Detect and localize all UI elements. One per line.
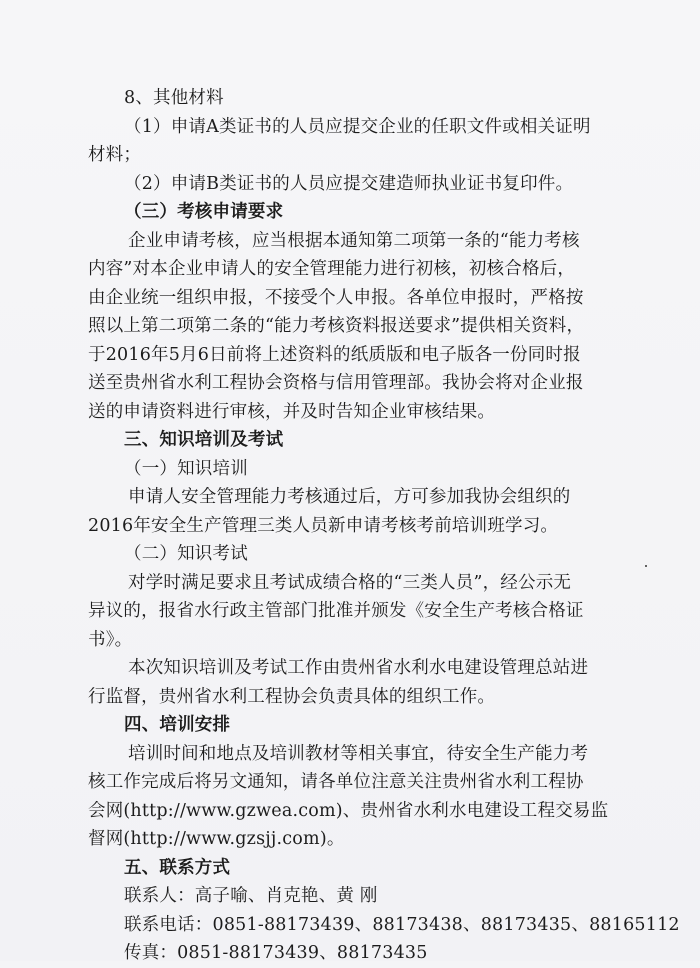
- section-heading-training-exam: 三、知识培训及考试: [124, 430, 284, 450]
- subheading-knowledge-exam: （二）知识考试: [124, 544, 248, 564]
- paragraph-line: 行监督，贵州省水利工程协会负责具体的组织工作。: [88, 686, 496, 707]
- contact-fax: 传真：0851-88173439、88173435: [124, 943, 428, 963]
- paragraph-line: 材料；: [88, 145, 142, 165]
- paragraph-line: 核工作完成后将另文通知，请各单位注意关注贵州省水利工程协: [88, 772, 584, 792]
- paragraph-line: （2）申请B类证书的人员应提交建造师执业证书复印件。: [124, 173, 574, 194]
- paragraph-line: 企业申请考核，应当根据本通知第二项第一条的“能力考核: [128, 230, 580, 251]
- paragraph-line: 本次知识培训及考试工作由贵州省水利水电建设管理总站进: [128, 658, 589, 678]
- paragraph-line: 对学时满足要求且考试成绩合格的“三类人员”，经公示无: [128, 572, 572, 593]
- paragraph-line: 内容”对本企业申请人的安全管理能力进行初核，初核合格后，: [88, 259, 576, 279]
- paragraph-line: 2016年安全生产管理三类人员新申请考核考前培训班学习。: [88, 515, 559, 536]
- paragraph-line: 申请人安全管理能力考核通过后，方可参加我协会组织的: [128, 487, 571, 507]
- item-other-materials: 8、其他材料: [124, 88, 224, 108]
- paragraph-line: 书》。: [88, 629, 133, 650]
- scan-speck: [645, 565, 647, 567]
- paragraph-line: 会网(http://www.gzwea.com)、贵州省水利水电建设工程交易监: [88, 800, 609, 821]
- paragraph-line: 由企业统一组织申报，不接受个人申报。各单位申报时，严格按: [88, 287, 584, 308]
- paragraph-line: 送至贵州省水利工程协会资格与信用管理部。我协会将对企业报: [88, 373, 584, 393]
- document-body: [88, 84, 680, 968]
- paragraph-line: 督网(http://www.gzsjj.com)。: [88, 829, 345, 849]
- paragraph-line: 于2016年5月6日前将上述资料的纸质版和电子版各一份同时报: [88, 344, 581, 365]
- contact-persons: 联系人：高子喻、肖克艳、黄 刚: [124, 886, 378, 906]
- paragraph-line: （1）申请A类证书的人员应提交企业的任职文件或相关证明: [124, 116, 591, 137]
- subheading-application-requirements: （三）考核申请要求: [124, 202, 284, 222]
- section-heading-training-arrangement: 四、培训安排: [124, 715, 231, 735]
- paragraph-line: 照以上第二项第二条的“能力考核资料报送要求”提供相关资料，: [88, 316, 585, 336]
- paragraph-line: 异议的，报省水行政主管部门批准并颁发《安全生产考核合格证: [88, 601, 584, 621]
- subheading-knowledge-training: （一）知识培训: [124, 458, 248, 479]
- section-heading-contact: 五、联系方式: [124, 857, 231, 878]
- paragraph-line: 培训时间和地点及培训教材等相关事宜，待安全生产能力考: [128, 743, 589, 764]
- paragraph-line: 送的申请资料进行审核，并及时告知企业审核结果。: [88, 401, 496, 422]
- contact-phone: 联系电话：0851-88173439、88173438、88173435、88165112: [124, 914, 680, 935]
